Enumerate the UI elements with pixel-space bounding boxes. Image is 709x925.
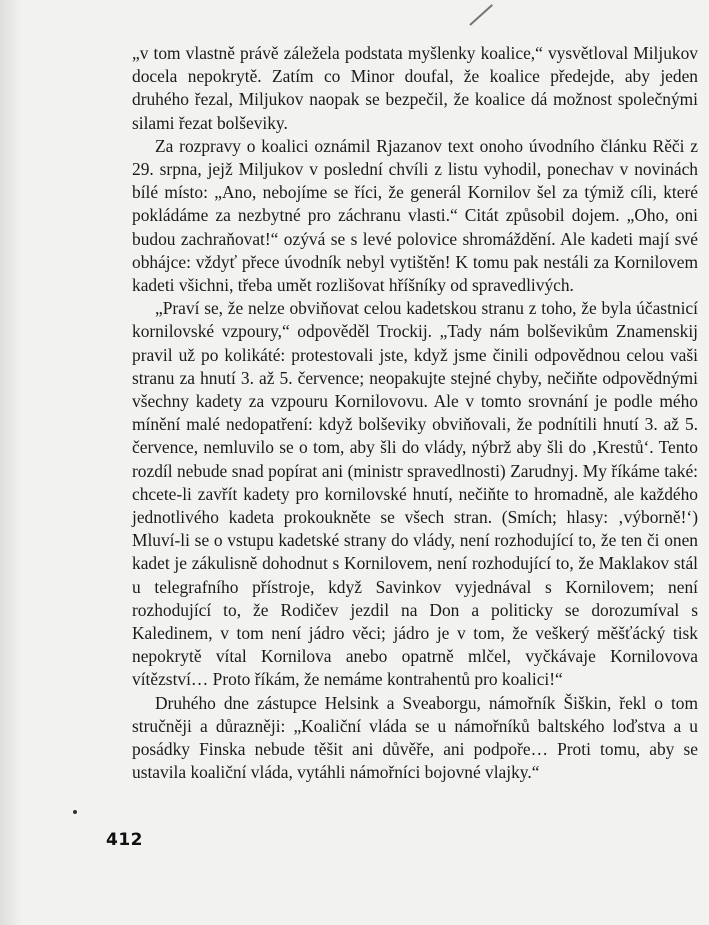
- ink-speck: [73, 810, 77, 814]
- paragraph-1: „v tom vlastně právě záležela podstata myšlenky koalice,“ vysvětloval Miljukov docela nepokrytě. Zatím co Minor doufal, že koalice předejde, aby jeden druhého řezal, Miljukov naopak se bezpečil, že koalice dá možnost společnými silami řezat bolševiky.: [132, 43, 698, 133]
- paragraph-2: Za rozpravy o koalici oznámil Rjazanov text onoho úvodního článku Rěči z 29. srpna, jejž Miljukov v poslední chvíli z listu vyhodil, ponechav v novinách bílé místo: „Ano, nebojíme se říci, že generál Kornilov šel za týmiž cíli, které pokládáme za nezbytné pro záchranu vlasti.“ Citát způsobil dojem. „Oho, oni budou zachraňovat!“ ozývá se s levé polovice shromáždění. Ale kadeti mají své obhájce: vždyť přece úvodník nebyl vytištěn! K tomu pak nestáli za Kornilovem kadeti všichni, třeba umět rozlišovat hříšníky od spravedlivých.: [132, 135, 698, 296]
- page-number: 412: [106, 830, 143, 850]
- page-edge-shadow: [0, 0, 22, 925]
- body-text: [132, 42, 698, 785]
- paragraph-3: „Praví se, že nelze obviňovat celou kadetskou stranu z toho, že byla účastnicí kornilovské vzpoury,“ odpověděl Trockij. „Tady nám bolševikům Znamenskij pravil už po kolikáté: protestovali jste, když jsme činili odpovědnou celou vaši stranu za hnutí 3. až 5. července; neopakujte stejné chyby, nečiňte odpovědnými všechny kadety za vzpouru Kornilovovu. Ale v tomto srovnání je podle mého mínění malé nedopatření: když bolševiky obviňovali, že podnítili hnutí 3. až 5. července, nemluvilo se o tom, aby šli do vlády, nýbrž aby šli do ‚Krestů‘. Tento rozdíl nebude snad popírat ani (ministr spravedlnosti) Zarudnyj. My říkáme také: chcete-li zavřít kadety pro kornilovské hnutí, nečiňte to hromadně, ale každého jednotlivého kadeta prokoukněte se všech stran. (Smích; hlasy: ‚výborně!‘) Mluví-li se o vstupu kadetské strany do vlády, není rozhodující to, že ten či onen kadet je zákulisně dohodnut s Kornilovem, není rozhodující to, že Maklakov stál u telegrafního přístroje, když Savinkov vyjednával s Kornilovem; není rozhodující to, že Rodičev jezdil na Don a politicky se dorozumíval s Kaledinem, v tom není jádro věci; jádro je v tom, že veškerý měšťácký tisk nepokrytě vítal Kornilova anebo opatrně mlčel, vyčkávaje Kornilovova vítězství… Proto říkám, že nemáme kontrahentů pro koalici!“: [132, 298, 698, 690]
- paragraph-4: Druhého dne zástupce Helsink a Sveaborgu, námořník Šiškin, řekl o tom stručněji a důrazněji: „Koaliční vláda se u námořníků baltského loďstva a u posádky Finska nebude těšit ani důvěře, ani podpoře… Proti tomu, aby se ustavila koaliční vláda, vytáhli námořníci bojovné vlajky.“: [132, 692, 698, 783]
- pen-mark: [469, 4, 493, 26]
